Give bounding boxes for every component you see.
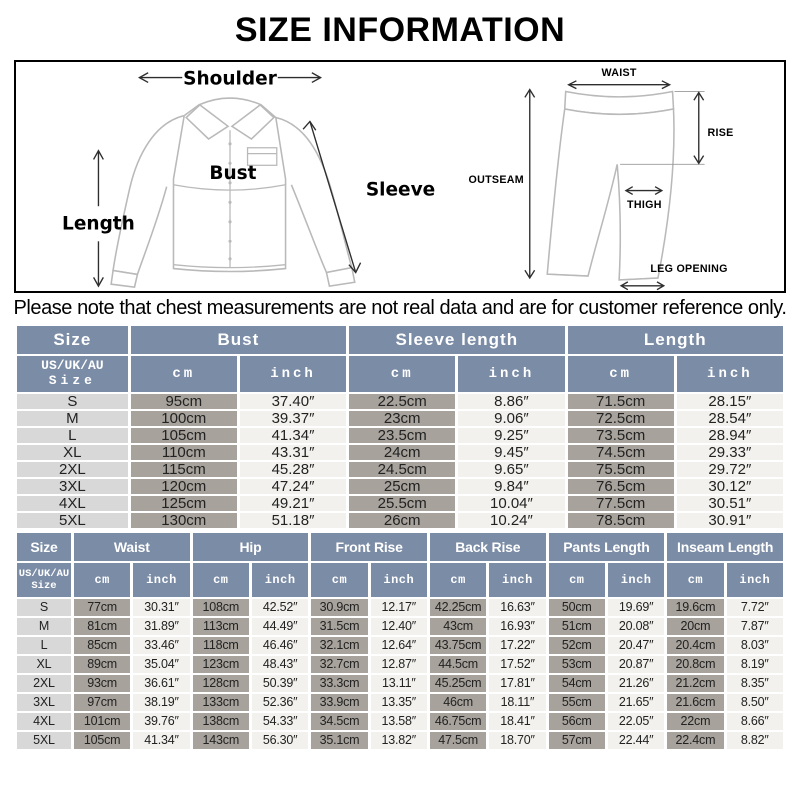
unit-header-cm: cm: [311, 563, 367, 597]
unit-header-inch: inch: [133, 563, 189, 597]
table-row: [17, 656, 783, 673]
header-length: Length: [568, 326, 783, 354]
unit-header-row: [17, 563, 783, 597]
cm-cell: 113cm: [193, 618, 249, 635]
rise-label: RISE: [707, 127, 734, 140]
inch-cell: 37.40″: [240, 394, 346, 409]
cm-cell: 20.4cm: [667, 637, 723, 654]
cm-cell: 77cm: [74, 599, 130, 616]
cm-cell: 108cm: [193, 599, 249, 616]
shirt-illustration-svg: [16, 62, 454, 291]
size-subheader-line1: US/UK/AU: [41, 358, 104, 374]
inch-cell: 56.30″: [252, 732, 308, 749]
inch-cell: 12.87″: [371, 656, 427, 673]
inch-cell: 30.31″: [133, 599, 189, 616]
header-inseam-length: Inseam Length: [667, 533, 783, 561]
cm-cell: 56cm: [549, 713, 605, 730]
size-cell: 5XL: [17, 513, 128, 528]
leg-opening-label: LEG OPENING: [650, 263, 728, 276]
inch-cell: 28.54″: [677, 411, 783, 426]
header-waist: Waist: [74, 533, 190, 561]
cm-cell: 123cm: [193, 656, 249, 673]
size-cell: 4XL: [17, 496, 128, 511]
cm-cell: 115cm: [131, 462, 237, 477]
cm-cell: 47.5cm: [430, 732, 486, 749]
cm-cell: 24cm: [349, 445, 455, 460]
header-bust: Bust: [131, 326, 346, 354]
size-cell: 5XL: [17, 732, 71, 749]
cm-cell: 77.5cm: [568, 496, 674, 511]
inch-cell: 22.05″: [608, 713, 664, 730]
size-cell: 2XL: [17, 462, 128, 477]
inch-cell: 16.63″: [489, 599, 545, 616]
cm-cell: 24.5cm: [349, 462, 455, 477]
inch-cell: 21.26″: [608, 675, 664, 692]
cm-cell: 30.9cm: [311, 599, 367, 616]
inch-cell: 21.65″: [608, 694, 664, 711]
inch-cell: 51.18″: [240, 513, 346, 528]
inch-cell: 36.61″: [133, 675, 189, 692]
table-row: [17, 411, 783, 426]
inch-cell: 8.35″: [727, 675, 783, 692]
sleeve-label: Sleeve: [365, 179, 436, 201]
cm-cell: 89cm: [74, 656, 130, 673]
shoulder-label: Shoulder: [183, 68, 277, 90]
cm-cell: 81cm: [74, 618, 130, 635]
cm-cell: 23.5cm: [349, 428, 455, 443]
inch-cell: 41.34″: [133, 732, 189, 749]
cm-cell: 50cm: [549, 599, 605, 616]
cm-cell: 22.4cm: [667, 732, 723, 749]
inch-cell: 29.33″: [677, 445, 783, 460]
cm-cell: 43.75cm: [430, 637, 486, 654]
inch-cell: 30.51″: [677, 496, 783, 511]
cm-cell: 105cm: [131, 428, 237, 443]
inch-cell: 42.52″: [252, 599, 308, 616]
size-cell: 2XL: [17, 675, 71, 692]
inch-cell: 8.03″: [727, 637, 783, 654]
table-row: [17, 496, 783, 511]
bottom-table-body: [17, 599, 783, 749]
size-cell: S: [17, 599, 71, 616]
table-row: [17, 694, 783, 711]
inch-cell: 7.72″: [727, 599, 783, 616]
unit-header-cm: cm: [549, 563, 605, 597]
unit-header-cm: cm: [74, 563, 130, 597]
inch-cell: 17.52″: [489, 656, 545, 673]
inch-cell: 20.08″: [608, 618, 664, 635]
size-cell: 3XL: [17, 479, 128, 494]
cm-cell: 95cm: [131, 394, 237, 409]
header-size: Size: [17, 326, 128, 354]
size-subheader-line1: US/UK/AU: [18, 567, 70, 580]
cm-cell: 143cm: [193, 732, 249, 749]
cm-cell: 46.75cm: [430, 713, 486, 730]
table-row: [17, 479, 783, 494]
inch-cell: 30.12″: [677, 479, 783, 494]
inch-cell: 12.40″: [371, 618, 427, 635]
cm-cell: 78.5cm: [568, 513, 674, 528]
header-pants-length: Pants Length: [549, 533, 665, 561]
inch-cell: 9.45″: [458, 445, 564, 460]
cm-cell: 32.1cm: [311, 637, 367, 654]
cm-cell: 85cm: [74, 637, 130, 654]
inch-cell: 49.21″: [240, 496, 346, 511]
inch-cell: 13.58″: [371, 713, 427, 730]
cm-cell: 118cm: [193, 637, 249, 654]
table-row: [17, 618, 783, 635]
inch-cell: 41.34″: [240, 428, 346, 443]
cm-cell: 20.8cm: [667, 656, 723, 673]
unit-header-cm: cm: [349, 356, 455, 392]
inch-cell: 20.47″: [608, 637, 664, 654]
unit-header-inch: inch: [240, 356, 346, 392]
inch-cell: 48.43″: [252, 656, 308, 673]
table-row: [17, 732, 783, 749]
cm-cell: 120cm: [131, 479, 237, 494]
inch-cell: 33.46″: [133, 637, 189, 654]
size-cell: XL: [17, 445, 128, 460]
size-cell: M: [17, 618, 71, 635]
unit-header-inch: inch: [489, 563, 545, 597]
inch-cell: 50.39″: [252, 675, 308, 692]
inch-cell: 44.49″: [252, 618, 308, 635]
cm-cell: 51cm: [549, 618, 605, 635]
cm-cell: 101cm: [74, 713, 130, 730]
header-sleeve-length: Sleeve length: [349, 326, 564, 354]
inch-cell: 17.81″: [489, 675, 545, 692]
inch-cell: 30.91″: [677, 513, 783, 528]
inch-cell: 8.82″: [727, 732, 783, 749]
inch-cell: 12.64″: [371, 637, 427, 654]
cm-cell: 22cm: [667, 713, 723, 730]
cm-cell: 53cm: [549, 656, 605, 673]
cm-cell: 25cm: [349, 479, 455, 494]
inch-cell: 18.11″: [489, 694, 545, 711]
cm-cell: 57cm: [549, 732, 605, 749]
cm-cell: 138cm: [193, 713, 249, 730]
reference-note: Please note that chest measurements are not real data and are for customer reference only.: [13, 297, 787, 319]
unit-header-row: [17, 356, 783, 392]
inch-cell: 28.94″: [677, 428, 783, 443]
cm-cell: 74.5cm: [568, 445, 674, 460]
cm-cell: 130cm: [131, 513, 237, 528]
cm-cell: 43cm: [430, 618, 486, 635]
pants-illustration-svg: [454, 62, 784, 291]
cm-cell: 33.9cm: [311, 694, 367, 711]
inch-cell: 22.44″: [608, 732, 664, 749]
inch-cell: 13.82″: [371, 732, 427, 749]
inch-cell: 12.17″: [371, 599, 427, 616]
inch-cell: 9.06″: [458, 411, 564, 426]
cm-cell: 45.25cm: [430, 675, 486, 692]
inch-cell: 9.84″: [458, 479, 564, 494]
header-back-rise: Back Rise: [430, 533, 546, 561]
unit-header-cm: cm: [193, 563, 249, 597]
inch-cell: 18.41″: [489, 713, 545, 730]
size-cell: L: [17, 428, 128, 443]
cm-cell: 97cm: [74, 694, 130, 711]
header-front-rise: Front Rise: [311, 533, 427, 561]
thigh-label: THIGH: [626, 199, 662, 212]
unit-header-inch: inch: [371, 563, 427, 597]
inch-cell: 45.28″: [240, 462, 346, 477]
cm-cell: 133cm: [193, 694, 249, 711]
pants-diagram: [454, 62, 784, 291]
table-row: [17, 713, 783, 730]
size-subheader-line2: Size: [31, 580, 57, 592]
inch-cell: 16.93″: [489, 618, 545, 635]
cm-cell: 22.5cm: [349, 394, 455, 409]
unit-header-inch: inch: [458, 356, 564, 392]
cm-cell: 33.3cm: [311, 675, 367, 692]
cm-cell: 21.2cm: [667, 675, 723, 692]
size-cell: M: [17, 411, 128, 426]
unit-header-cm: cm: [568, 356, 674, 392]
inch-cell: 10.24″: [458, 513, 564, 528]
inch-cell: 20.87″: [608, 656, 664, 673]
table-row: [17, 445, 783, 460]
cm-cell: 55cm: [549, 694, 605, 711]
cm-cell: 46cm: [430, 694, 486, 711]
top-table-body: [17, 394, 783, 528]
inch-cell: 13.35″: [371, 694, 427, 711]
inch-cell: 13.11″: [371, 675, 427, 692]
measurement-diagram-box: [14, 60, 786, 293]
shirt-diagram: [16, 62, 454, 291]
size-cell: 4XL: [17, 713, 71, 730]
cm-cell: 25.5cm: [349, 496, 455, 511]
size-subheader: [17, 356, 128, 392]
size-subheader: [17, 563, 71, 597]
cm-cell: 71.5cm: [568, 394, 674, 409]
cm-cell: 73.5cm: [568, 428, 674, 443]
inch-cell: 17.22″: [489, 637, 545, 654]
header-hip: Hip: [193, 533, 309, 561]
size-cell: XL: [17, 656, 71, 673]
table-row: [17, 513, 783, 528]
cm-cell: 93cm: [74, 675, 130, 692]
inch-cell: 28.15″: [677, 394, 783, 409]
unit-header-inch: inch: [608, 563, 664, 597]
table-row: [17, 675, 783, 692]
bust-label: Bust: [209, 162, 257, 184]
inch-cell: 52.36″: [252, 694, 308, 711]
group-header-row: [17, 326, 783, 354]
inch-cell: 18.70″: [489, 732, 545, 749]
inch-cell: 35.04″: [133, 656, 189, 673]
cm-cell: 42.25cm: [430, 599, 486, 616]
table-row: [17, 637, 783, 654]
size-cell: S: [17, 394, 128, 409]
unit-header-inch: inch: [677, 356, 783, 392]
inch-cell: 8.50″: [727, 694, 783, 711]
cm-cell: 34.5cm: [311, 713, 367, 730]
inch-cell: 39.37″: [240, 411, 346, 426]
unit-header-cm: cm: [131, 356, 237, 392]
inch-cell: 19.69″: [608, 599, 664, 616]
inch-cell: 10.04″: [458, 496, 564, 511]
bottom-size-table: [14, 531, 786, 751]
outseam-label: OUTSEAM: [468, 173, 524, 186]
inch-cell: 43.31″: [240, 445, 346, 460]
cm-cell: 105cm: [74, 732, 130, 749]
cm-cell: 35.1cm: [311, 732, 367, 749]
inch-cell: 29.72″: [677, 462, 783, 477]
cm-cell: 125cm: [131, 496, 237, 511]
unit-header-cm: cm: [430, 563, 486, 597]
inch-cell: 47.24″: [240, 479, 346, 494]
cm-cell: 32.7cm: [311, 656, 367, 673]
top-size-table: [14, 324, 786, 530]
table-row: [17, 462, 783, 477]
table-row: [17, 599, 783, 616]
cm-cell: 31.5cm: [311, 618, 367, 635]
unit-header-inch: inch: [252, 563, 308, 597]
cm-cell: 100cm: [131, 411, 237, 426]
inch-cell: 31.89″: [133, 618, 189, 635]
inch-cell: 9.25″: [458, 428, 564, 443]
waist-label: WAIST: [601, 66, 637, 79]
cm-cell: 128cm: [193, 675, 249, 692]
unit-header-cm: cm: [667, 563, 723, 597]
size-cell: L: [17, 637, 71, 654]
inch-cell: 8.19″: [727, 656, 783, 673]
inch-cell: 54.33″: [252, 713, 308, 730]
cm-cell: 75.5cm: [568, 462, 674, 477]
cm-cell: 110cm: [131, 445, 237, 460]
inch-cell: 9.65″: [458, 462, 564, 477]
cm-cell: 44.5cm: [430, 656, 486, 673]
cm-cell: 26cm: [349, 513, 455, 528]
cm-cell: 23cm: [349, 411, 455, 426]
page-title: SIZE INFORMATION: [234, 11, 566, 49]
inch-cell: 39.76″: [133, 713, 189, 730]
size-cell: 3XL: [17, 694, 71, 711]
cm-cell: 19.6cm: [667, 599, 723, 616]
cm-cell: 54cm: [549, 675, 605, 692]
length-label: Length: [62, 213, 135, 235]
group-header-row: [17, 533, 783, 561]
cm-cell: 52cm: [549, 637, 605, 654]
cm-cell: 21.6cm: [667, 694, 723, 711]
inch-cell: 7.87″: [727, 618, 783, 635]
cm-cell: 76.5cm: [568, 479, 674, 494]
size-subheader-line2: Size: [48, 373, 96, 388]
inch-cell: 8.66″: [727, 713, 783, 730]
header-size: Size: [17, 533, 71, 561]
cm-cell: 20cm: [667, 618, 723, 635]
inch-cell: 38.19″: [133, 694, 189, 711]
inch-cell: 8.86″: [458, 394, 564, 409]
unit-header-inch: inch: [727, 563, 783, 597]
inch-cell: 46.46″: [252, 637, 308, 654]
table-row: [17, 428, 783, 443]
cm-cell: 72.5cm: [568, 411, 674, 426]
table-row: [17, 394, 783, 409]
